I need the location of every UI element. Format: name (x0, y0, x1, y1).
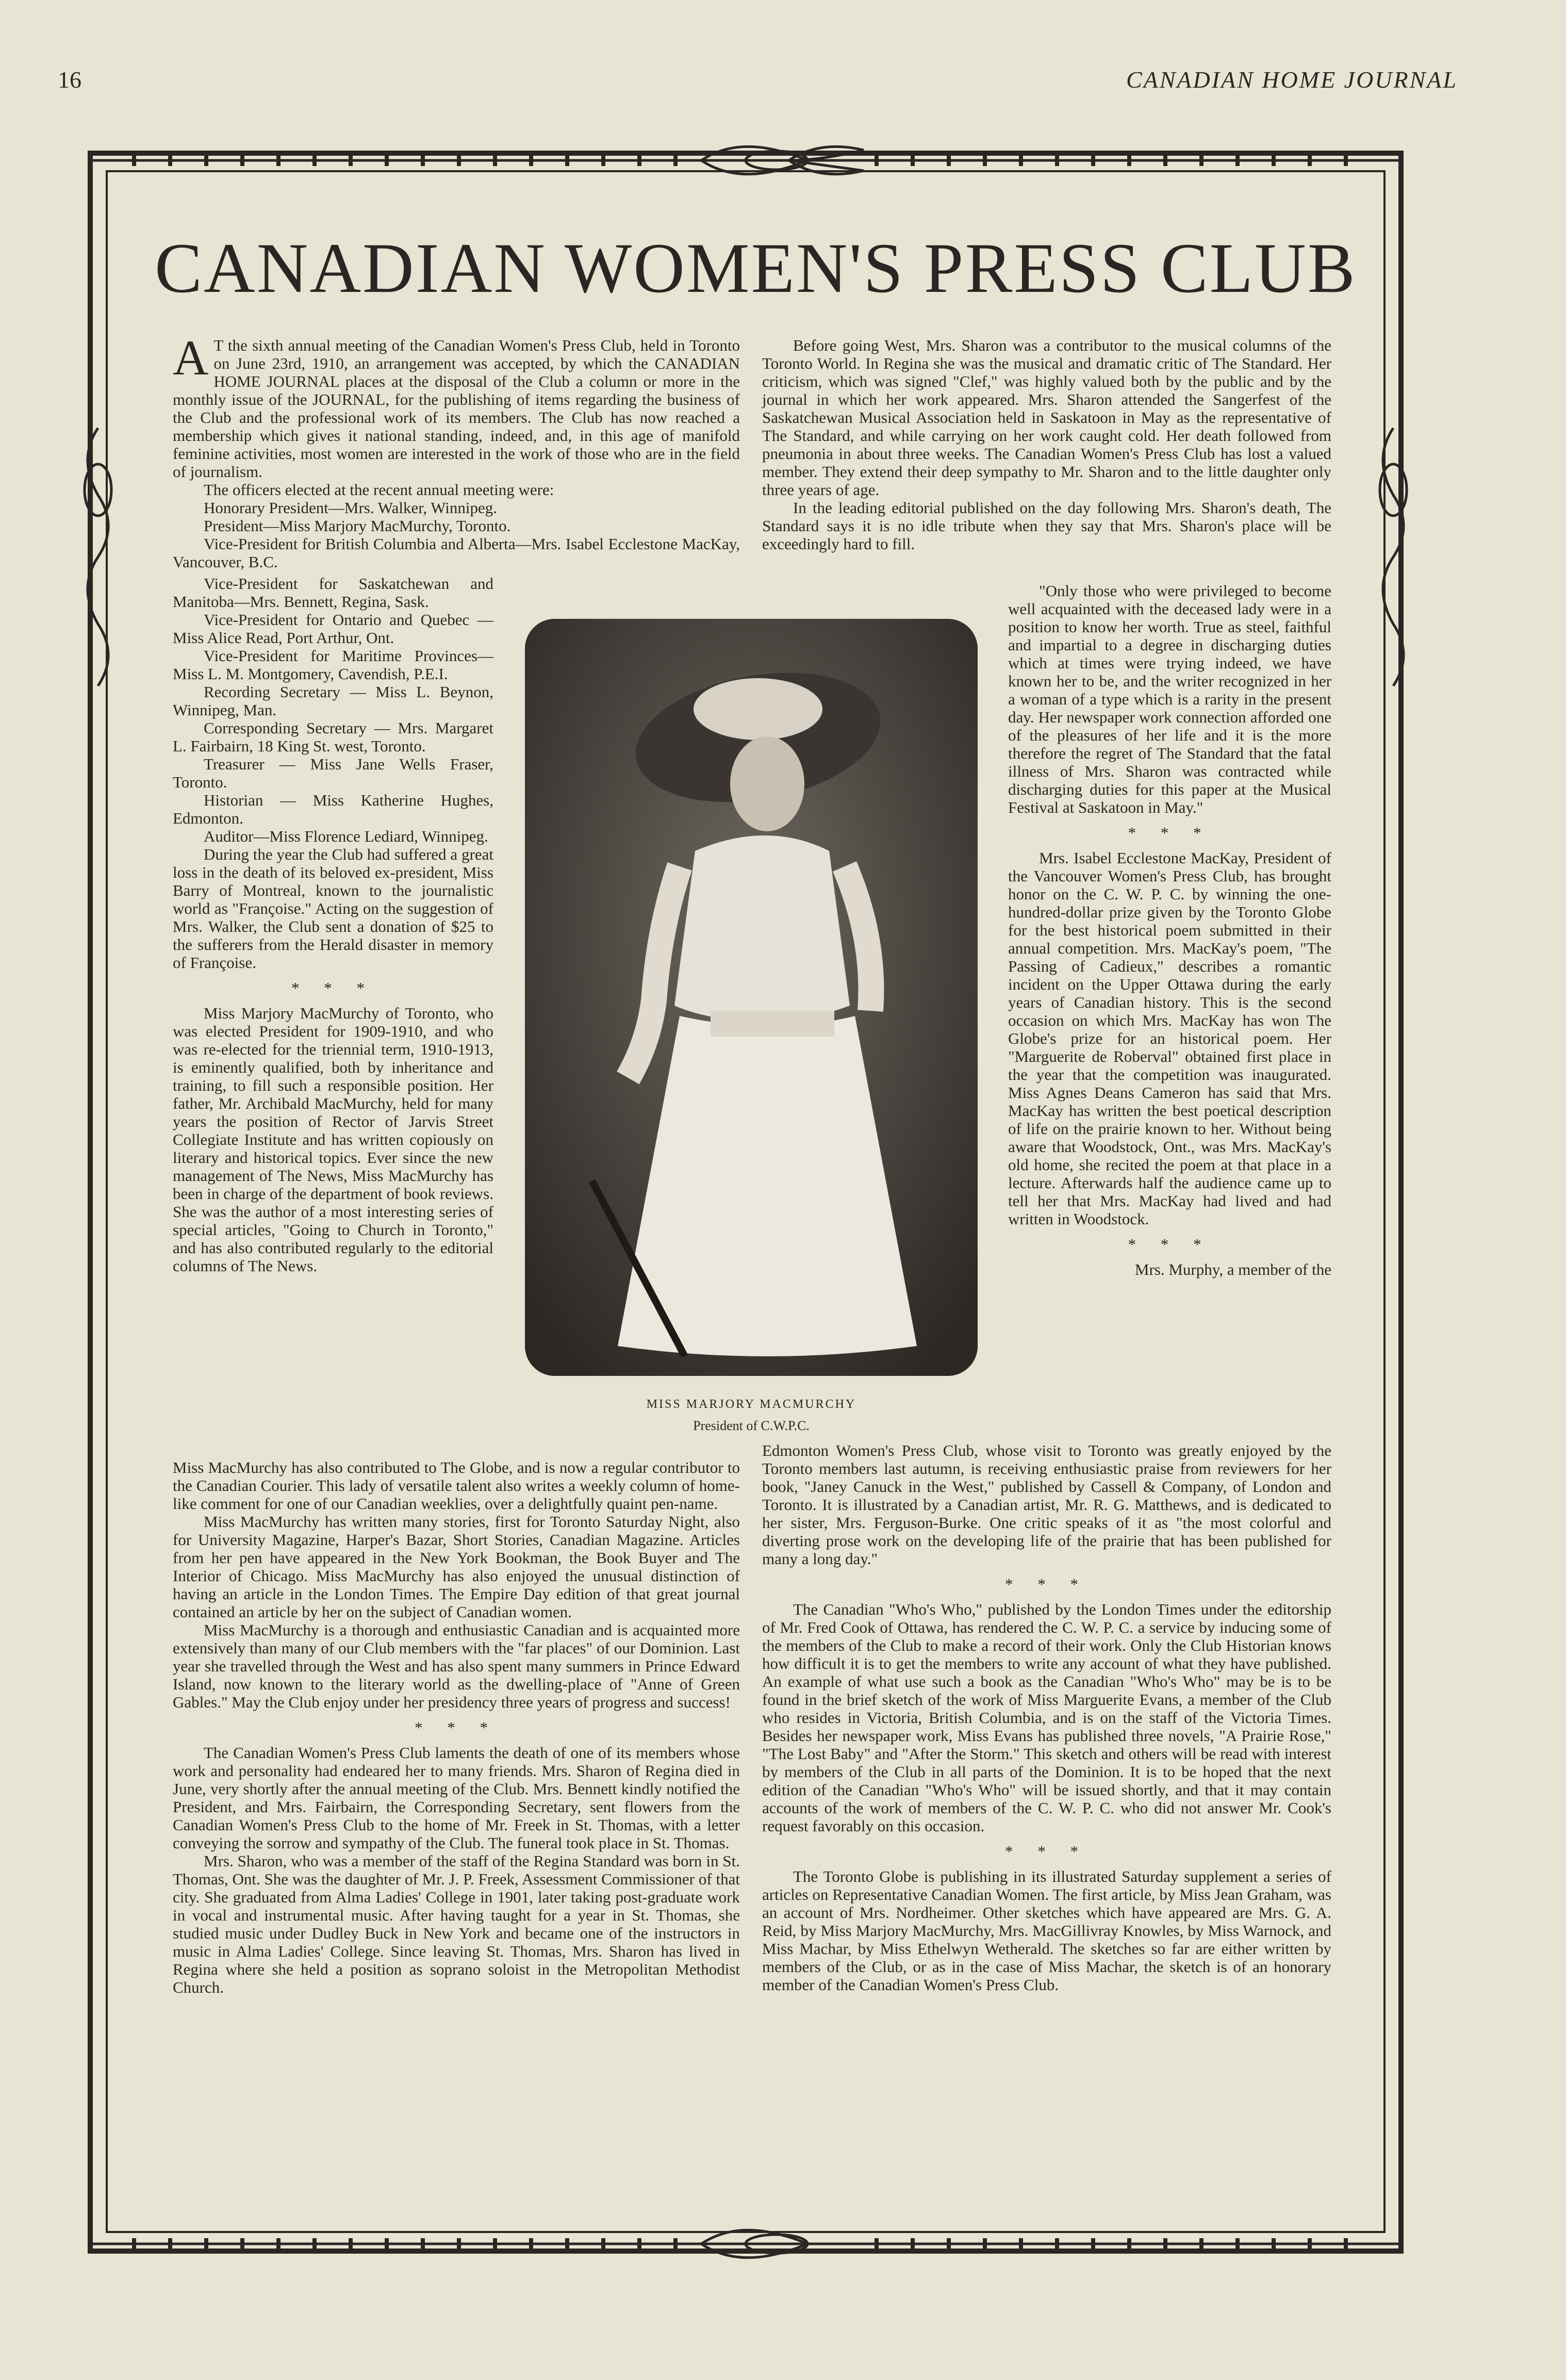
officers-list (173, 575, 493, 1275)
paragraph: During the year the Club had suffered a great loss in the death of its beloved ex-president, Miss Barry of Montreal, known to the journalistic world as "Françoise." Acting on the suggestion of Mrs. Walker, the Club sent a donation of $25 to the sufferers from the Herald disaster in memory of Françoise. (173, 845, 493, 972)
paragraph: President—Miss Marjory MacMurchy, Toronto. (204, 517, 511, 535)
paragraph: Edmonton Women's Press Club, whose visit to Toronto was greatly enjoyed by the Toronto members last autumn, is receiving enthusiastic praise from reviewers for her book, "Janey Canuck in the West," published by Cassell & Company, of London and Toronto. It is illustrated by a Canadian artist, Mr. R. G. Matthews, and is dedicated to her sister, Mrs. Ferguson-Burke. One critic speaks of it as "the most colorful and diverting prose work on the developing life of the prairie that has been published for many a long day." (762, 1441, 1331, 1568)
page-number: 16 (58, 67, 81, 93)
macmurchy-and-sharon-section (173, 1458, 740, 1996)
paragraph: Miss MacMurchy has also contributed to The Globe, and is now a regular contributor to the Canadian Courier. This lady of versatile talent also writes a weekly column of home-like comment for one of our Canadian weeklies, over a delightfully quaint pen-name. (173, 1458, 740, 1513)
portrait-photo (525, 619, 978, 1376)
paragraph: The officers elected at the recent annual meeting were: (204, 481, 554, 499)
drop-cap: A (173, 330, 209, 385)
section-divider: * * * (1005, 1842, 1089, 1860)
paragraph: Honorary President—Mrs. Walker, Winnipeg. (204, 499, 497, 517)
paragraph: Before going West, Mrs. Sharon was a contributor to the musical columns of the Toronto World. In Regina she was the musical and dramatic critic of The Standard. Her criticism, which was signed "Clef," was highly valued both by the public and by the journal in which her work appeared. Mrs. Sharon attended the Sangerfest of the Saskatchewan Musical Association held in Saskatoon in May as the representative of The Standard, and while carrying on her work caught cold. Her death followed from pneumonia in about three weeks. The Canadian Women's Press Club has lost a valued member. They extend their deep sympathy to Mr. Sharon and to the little daughter only three years of age. (762, 336, 1331, 499)
paragraph: T the sixth annual meeting of the Canadian Women's Press Club, held in Toronto on June 23rd, 1910, an arrangement was accepted, by which the CANADIAN HOME JOURNAL places at the disposal of the Club a column or more in the monthly issue of the JOURNAL, for the publishing of items regarding the business of the Club and the professional work of its members. The Club has now reached a membership which gives it national standing, indeed, and, in this age of manifold feminine activities, most women are interested in the work of those who are in the field of journalism. (173, 336, 740, 481)
paragraph: Mrs. Sharon, who was a member of the staff of the Regina Standard was born in St. Thomas, Ont. She was the daughter of Mr. J. P. Freek, Assessment Commissioner of that city. She graduated from Alma Ladies' College in 1901, later taking post-graduate work in vocal and instrumental music. After having taught for a year in St. Thomas, she studied music under Dudley Buck in New York and became one of the instructors in music in Alma Ladies' College. Since leaving St. Thomas, Mrs. Sharon has lived in Regina where she held a position as soprano soloist in the Metropolitan Methodist Church. (173, 1852, 740, 1996)
paragraph: Miss Marjory MacMurchy of Toronto, who was elected President for 1909-1910, and who was re-elected for the triennial term, 1910-1913, is eminently qualified, both by inheritance and training, to fill such a responsible position. Her father, Mr. Archibald MacMurchy, held for many years the position of Rector of Jarvis Street Collegiate Institute and has written copiously on literary and historical topics. Ever since the new management of The News, Miss MacMurchy has been in charge of the department of book reviews. She was the author of a most interesting series of special articles, "Going to Church in Toronto," and has also contributed regularly to the editorial columns of The News. (173, 1004, 493, 1275)
article-intro (173, 330, 740, 571)
paragraph: The Toronto Globe is publishing in its illustrated Saturday supplement a series of articles on Representative Canadian Women. The first article, by Miss Jean Graham, was an account of Mrs. Nordheimer. Other sketches which have appeared are Mrs. G. A. Reid, by Miss Marjory MacMurchy, Mrs. MacGillivray Knowles, by Miss Warnock, and Miss Machar, by Miss Ethelwyn Wetherald. The sketches so far are either written by members of the Club, or as in the case of Miss Machar, the sketch is of an honorary member of the Canadian Women's Press Club. (762, 1867, 1331, 1994)
paragraph: Mrs. Murphy, a member of the (1134, 1260, 1331, 1278)
paragraph: The Canadian "Who's Who," published by the London Times under the editorship of Mr. Fred Cook of Ottawa, has rendered the C. W. P. C. a service by inducing some of the members of the Club to make a record of their work. Only the Club Historian knows how difficult it is to get the members to write any account of what they have published. An example of what use such a book as the Canadian "Who's Who" may be is to be found in the brief sketch of the work of Miss Marguerite Evans, a member of the Club who resides in Victoria, British Columbia, and is on the staff of the Victoria Times. Besides her newspaper work, Miss Evans has published three novels, "A Prairie Rose," "The Lost Baby" and "After the Storm." This sketch and others will be read with interest by members of the Club in all parts of the Dominion. It is to be hoped that the next edition of the Canadian "Who's Who" will be issued shortly, and that it may contain accounts of the work of members of the C. W. P. C. who did not answer Mr. Cook's request favorably on this occasion. (762, 1600, 1331, 1835)
section-divider: * * * (1005, 1575, 1089, 1593)
paragraph: "Only those who were privileged to become well acquainted with the deceased lady were in a position to know her worth. True as steel, faithful and impartial to a degree in discharging duties which at times were trying indeed, we have known her to be, and the writer recognized in her a woman of a type which is a rarity in the present day. Her newspaper work connection afforded one of the pleasures of her life and it is the more therefore the regret of The Standard that the fatal illness of Mrs. Sharon was contracted while discharging duties for this paper at the Musical Festival at Saskatoon in May." (1008, 582, 1331, 816)
photo-caption-name: MISS MARJORY MACMURCHY (646, 1398, 856, 1411)
paragraph: Mrs. Isabel Ecclestone MacKay, President of the Vancouver Women's Press Club, has brought honor on the C. W. P. C. by winning the one-hundred-dollar prize given by the Toronto Globe for the best historical poem submitted in their annual competition. Mrs. MacKay's poem, "The Passing of Cadieux," describes a romantic incident on the Upper Ottawa during the early years of Canadian history. This is the second occasion on which Mrs. MacKay has won The Globe's prize for an historical poem. Her "Marguerite de Roberval" obtained first place in the year that the competition was inaugurated. Miss Agnes Deans Cameron has said that Mrs. MacKay has written the best poetical description of life on the prairie known to her. Without being aware that Woodstock, Ont., was Mrs. MacKay's old home, she recited the poem at that place in a lecture. Afterwards half the audience came up to tell her that Mrs. MacKay had lived and had written in Woodstock. (1008, 849, 1331, 1228)
section-divider: * * * (1128, 824, 1212, 842)
paragraph: Vice-President for British Columbia and Alberta—Mrs. Isabel Ecclestone MacKay, Vancouver, B.C. (173, 535, 740, 571)
sharon-section (762, 336, 1331, 553)
paragraph: Vice-President for Saskatchewan and Manitoba—Mrs. Bennett, Regina, Sask. (173, 575, 493, 611)
paragraph: Recording Secretary — Miss L. Beynon, Winnipeg, Man. (173, 683, 493, 719)
page-title: CANADIAN WOMEN'S PRESS CLUB (155, 228, 1357, 307)
murphy-whos-who-globe-section (762, 1441, 1331, 1994)
paragraph: Miss MacMurchy is a thorough and enthusiastic Canadian and is acquainted more extensively than many of our Club members with the "far places" of our Dominion. Last year she travelled through the West and has also spent many summers in Prince Edward Island, now known to the literary world as the dwelling-place of "Anne of Green Gables." May the Club enjoy under her presidency three years of progress and success! (173, 1621, 740, 1711)
paragraph: Vice-President for Ontario and Quebec — Miss Alice Read, Port Arthur, Ont. (173, 611, 493, 647)
section-divider: * * * (415, 1718, 498, 1736)
section-divider: * * * (1128, 1235, 1212, 1253)
paragraph: Corresponding Secretary — Mrs. Margaret L. Fairbairn, 18 King St. west, Toronto. (173, 719, 493, 755)
section-divider: * * * (291, 979, 375, 997)
paragraph: Miss MacMurchy has written many stories, first for Toronto Saturday Night, also for University Magazine, Harper's Bazar, Short Stories, Canadian Magazine. Articles from her pen have appeared in the New York Bookman, the Book Buyer and The Interior of Chicago. Miss MacMurchy has also enjoyed the unusual distinction of having an article in the London Times. The Empire Day edition of that great journal contained an article by her on the subject of Canadian women. (173, 1513, 740, 1621)
paragraph: Historian — Miss Katherine Hughes, Edmonton. (173, 791, 493, 827)
paragraph: In the leading editorial published on the day following Mrs. Sharon's death, The Standard says it is no idle tribute when they say that Mrs. Sharon's place will be exceedingly hard to fill. (762, 499, 1331, 553)
paragraph: Treasurer — Miss Jane Wells Fraser, Toronto. (173, 755, 493, 791)
photo-caption-title: President of C.W.P.C. (693, 1418, 810, 1433)
paragraph: Vice-President for Maritime Provinces—Miss L. M. Montgomery, Cavendish, P.E.I. (173, 647, 493, 683)
paragraph: The Canadian Women's Press Club laments the death of one of its members whose work and personality had endeared her to many friends. Mrs. Sharon of Regina died in June, very shortly after the annual meeting of the Club. Mrs. Bennett kindly notified the President, and Mrs. Fairbairn, the Corresponding Secretary, sent flowers from the Canadian Women's Press Club to the home of Mr. Freek in St. Thomas, with a letter conveying the sorrow and sympathy of the Club. The funeral took place in St. Thomas. (173, 1744, 740, 1852)
mackay-section (1008, 582, 1331, 1278)
paragraph: Auditor—Miss Florence Lediard, Winnipeg. (204, 827, 488, 845)
running-head: CANADIAN HOME JOURNAL (1126, 67, 1458, 93)
